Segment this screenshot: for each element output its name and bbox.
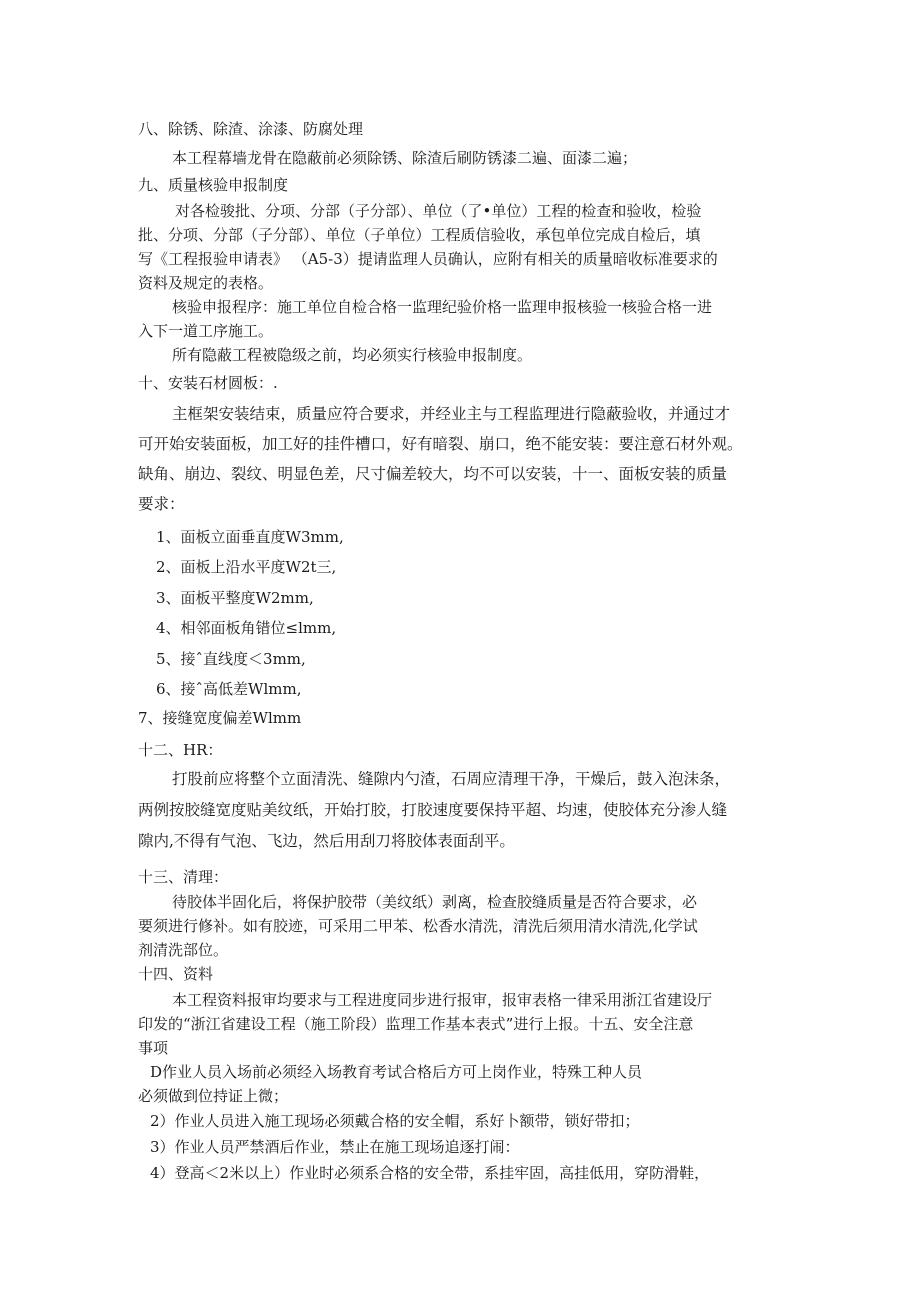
requirement-item: 2、面板上沿水平度W2t三, [156, 558, 337, 576]
section-10-p1-line1: 主框架安装结束，质量应符合要求，并经业主与工程监理进行隐蔽验收，并通过才 [172, 405, 731, 423]
section-9-p1-line3: 写《工程报验申请表》 （A5-3）提请监理人员确认，应附有相关的质量暗收标准要求的 [138, 250, 718, 268]
section-10-p1-line3: 缺角、崩边、裂纹、明显色差，尺寸偏差较大，均不可以安装，十一、面板安装的质量 [138, 465, 728, 483]
requirement-item: 5、接ˆ直线度＜3mm, [156, 650, 306, 668]
section-9-p3: 所有隐蔽工程被隐级之前，均必须实行核验申报制度。 [172, 346, 533, 364]
safety-item: 4）登高＜2米以上）作业时必须系合格的安全带，系挂牢固，高挂低用，穿防滑鞋， [150, 1164, 710, 1182]
section-13-heading: 十三、清理： [138, 868, 229, 886]
section-12-p1-line3: 隙内,不得有气泡、飞边，然后用刮刀将胶体表面刮平。 [138, 832, 515, 850]
requirement-item: 6、接ˆ高低差Wlmm, [156, 680, 302, 698]
section-10-heading: 十、安装石材圆板：. [138, 374, 278, 392]
requirement-item: 7、接缝宽度偏差Wlmm [138, 709, 302, 727]
section-9-p1-line2: 批、分项、分部（子分部）、单位（子单位）工程质信验收，承包单位完成自检后，填 [138, 226, 701, 244]
section-8-paragraph: 本工程幕墙龙骨在隐蔽前必须除锈、除渣后刷防锈漆二遍、面漆二遍； [172, 149, 638, 167]
section-14-p1-line2: 印发的“浙江省建设工程（施工阶段）监理工作基本表式”进行上报。十五、安全注意 [138, 1015, 694, 1033]
section-14-p1-line1: 本工程资料报审均要求与工程进度同步进行报审，报审表格一律采用浙江省建设厅 [172, 991, 713, 1009]
requirement-item: 4、相邻面板角错位≤lmm, [156, 619, 337, 637]
safety-item: 3）作业人员严禁酒后作业，禁止在施工现场追逐打闹： [150, 1138, 520, 1156]
section-9-heading: 九、质量核验申报制度 [138, 176, 289, 194]
safety-item: D作业人员入场前必须经入场教育考试合格后方可上岗作业，特殊工种人员 [150, 1063, 643, 1081]
section-9-p2-line2: 入下一道工序施工。 [138, 322, 274, 340]
requirement-item: 3、面板平整度W2mm, [156, 589, 314, 607]
section-12-p1-line1: 打股前应将整个立面清洗、缝隙内勺渣，石周应清理干净，干燥后，鼓入泡沫条， [172, 770, 731, 788]
requirement-item: 1、面板立面垂直度W3mm, [156, 528, 344, 546]
section-9-p2-line1: 核验申报程序：施工单位自检合格一监理纪验价格一监理申报核验一核验合格一进 [172, 298, 713, 316]
section-10-p1-line2: 可开始安装面板，加工好的挂件槽口，好有暗裂、崩口，绝不能安装：要注意石材外观。 [138, 435, 743, 453]
section-12-heading: 十二、HR： [138, 741, 223, 759]
section-14-heading: 十四、资料 [138, 965, 214, 983]
section-9-p1-line1: 对各检骏批、分项、分部（子分部）、单位（了•单位）工程的检查和验收，检验 [175, 202, 702, 220]
section-14-p1-line3: 事项 [138, 1039, 169, 1057]
section-10-p1-line4: 要求： [138, 495, 185, 513]
section-13-p1-line3: 剂清洗部位。 [138, 941, 229, 959]
safety-item: 2）作业人员进入施工现场必须戴合格的安全帽，系好卜额带，锁好带扣； [150, 1112, 640, 1130]
section-9-p1-line4: 资料及规定的表格。 [138, 274, 274, 292]
section-13-p1-line2: 要须进行修补。如有胶迹，可采用二甲苯、松香水清洗，清洗后须用清水清洗,化学试 [138, 917, 698, 935]
section-8-heading: 八、除锈、除渣、涂漆、防腐处理 [138, 120, 364, 138]
safety-item: 必须做到位持证上微； [138, 1087, 289, 1105]
section-12-p1-line2: 两例按胶缝宽度贴美纹纸，开始打胶，打胶速度要保持平超、均速，使胶体充分渗人缝 [138, 801, 728, 819]
section-13-p1-line1: 待胶体半固化后，将保护胶带（美纹纸）剥离，检查胶缝质量是否符合要求，必 [172, 893, 698, 911]
